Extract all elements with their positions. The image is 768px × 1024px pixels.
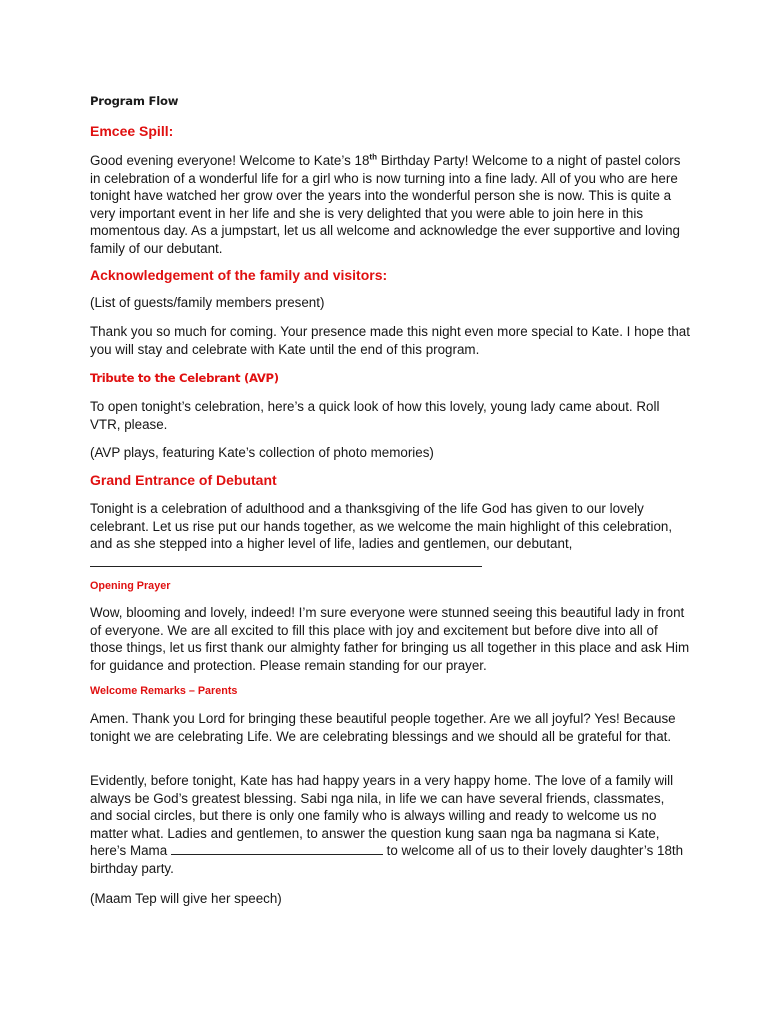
document-title: Program Flow xyxy=(90,94,179,108)
welcome-remarks-paragraph-1: Amen. Thank you Lord for bringing these beautiful people together. Are we all joyful? Yes! Because tonight we are celebrating Life. We are celebrating blessings and we should all be grateful for that. xyxy=(90,711,676,744)
grand-entrance-paragraph: Tonight is a celebration of adulthood and a thanksgiving of the life God has given to our lovely celebrant. Let us rise put our hands together, as we welcome the main highlight of this celebration, and as she stepped into a higher level of life, ladies and gentlemen, our debutant, xyxy=(90,501,673,552)
welcome-text-start: Evidently, before tonight, Kate has had happy years in a very happy home. The love of a family will always be God’s greatest blessing. Sabi nga nila, in life we can have several friends, classmates, and social circles, but there is only one family who is always willing and ready to welcome us no matter what. Ladies and gentlemen, to answer the question kung saan nga ba nagmana si Kate, here’s Mama xyxy=(90,773,674,859)
guest-list-note: (List of guests/family members present) xyxy=(90,295,325,310)
mama-name-blank xyxy=(171,842,383,855)
welcome-text-end: to welcome all of us to their lovely daughter’s 18th birthday party. xyxy=(90,843,684,876)
opening-prayer-heading: Opening Prayer xyxy=(90,580,171,592)
welcome-remarks-heading: Welcome Remarks – Parents xyxy=(90,685,238,697)
emcee-text-start: Good evening everyone! Welcome to Kate’s 18 xyxy=(90,153,370,168)
avp-note: (AVP plays, featuring Kate’s collection of photo memories) xyxy=(90,445,434,460)
tribute-paragraph: To open tonight’s celebration, here’s a quick look of how this lovely, young lady came about. Roll VTR, please. xyxy=(90,399,660,432)
tribute-heading: Tribute to the Celebrant (AVP) xyxy=(90,371,279,385)
ordinal-suffix: th xyxy=(369,152,377,162)
acknowledgement-paragraph: Thank you so much for coming. Your presence made this night even more special to Kate. I hope that you will stay and celebrate with Kate until the end of this program. xyxy=(90,324,690,357)
opening-prayer-paragraph: Wow, blooming and lovely, indeed! I’m sure everyone were stunned seeing this beautiful lady in front of everyone. We are all excited to fill this place with joy and excitement but before dive into all of those things, let us first thank our almighty father for bringing us all together in this place and ask Him for guidance and protection. Please remain standing for our prayer. xyxy=(90,605,690,673)
emcee-text-end: Birthday Party! Welcome to a night of pastel colors in celebration of a wonderful life for a girl who is now turning into a fine lady. All of you who are here tonight have watched her grow over the years into the wonderful person she is now. This is quite a very important event in her life and she is very delighted that you were able to join here in this momentous day. As a jumpstart, let us all welcome and acknowledge the ever supportive and loving family of our debutant. xyxy=(90,153,681,256)
emcee-spill-paragraph xyxy=(90,152,690,258)
speech-note: (Maam Tep will give her speech) xyxy=(90,891,282,906)
grand-entrance-heading: Grand Entrance of Debutant xyxy=(90,472,277,488)
acknowledgement-heading: Acknowledgement of the family and visitors: xyxy=(90,267,388,283)
welcome-remarks-paragraph-2 xyxy=(90,772,690,878)
emcee-spill-heading: Emcee Spill: xyxy=(90,123,174,139)
debutant-name-blank xyxy=(90,566,482,567)
